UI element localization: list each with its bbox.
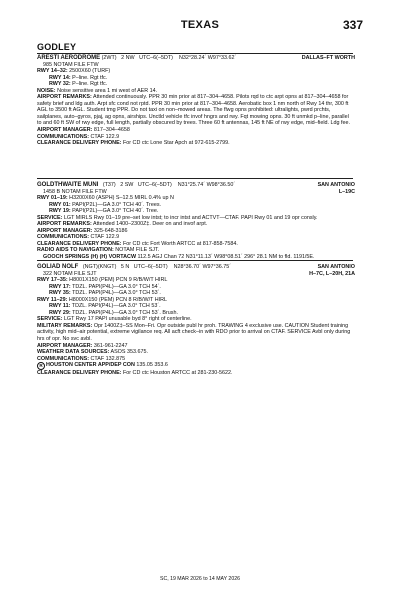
cdp-label: CLEARANCE DELIVERY PHONE: — [37, 370, 122, 377]
runway-label: RWY 01–19: — [37, 195, 68, 202]
runway-end-info: TDZL. PAPI(P4L)—GA 3.0° TCH 53´. Brush. — [72, 309, 178, 316]
airport-name: ARESTI AERODROME — [37, 55, 101, 61]
divider — [37, 178, 353, 179]
noise-info: Noise sensitive area 1 mi west of AER 14. — [57, 87, 158, 94]
runway-end-info: TDZL. PAPI(P4L)—GA 3.0° TCH 54´. — [72, 283, 161, 290]
runway-end-label: RWY 14: — [49, 74, 71, 81]
service-label: SERVICE: — [37, 214, 63, 221]
utc-offset: UTC–6(–5DT) — [133, 264, 168, 270]
region-label: DALLAS–FT WORTH — [301, 55, 355, 61]
runway-end-label: RWY 17: — [49, 283, 71, 290]
military-remarks-label: MILITARY REMARKS: — [37, 322, 93, 329]
runway-end-info: P–line. Rgt tfc. — [72, 81, 108, 88]
airport-ident: (2WT) — [101, 55, 117, 61]
manager-phone: 325-648-3186 — [93, 227, 128, 234]
state-title: TEXAS — [180, 19, 220, 31]
cdp-text: For CD ctc Houston ARTCC at 281-230-5622. — [122, 370, 233, 377]
cdp-label: CLEARANCE DELIVERY PHONE: — [37, 140, 122, 147]
runway-end-info: P–line. Rgt tfc. — [72, 74, 108, 81]
coordinates: N32°28.24´ W97°33.62´ — [178, 55, 237, 61]
runway-spec: H3200X60 (ASPH) S–12.5 MIRL 0.4% up N — [69, 195, 174, 202]
manager-phone: 817–304–4658 — [93, 127, 130, 134]
comm-freq: CTAF 122.9 — [90, 133, 120, 140]
runway-end-info: TDZL. PAPI(P4L)—GA 3.0° TCH 53´. — [72, 290, 161, 297]
runway-end-info: PAPI(P2L)—GA 3.0° TCH 40´. Tree. — [72, 208, 159, 215]
cdp-label: CLEARANCE DELIVERY PHONE: — [37, 240, 122, 247]
divider — [37, 260, 353, 261]
noise-label: NOISE: — [37, 87, 56, 94]
utc-offset: UTC–6(–5DT) — [139, 55, 173, 61]
runway-end-label: RWY 01: — [49, 201, 71, 208]
airport-entry-aresti — [37, 55, 355, 147]
airport-location: 2 SW — [120, 182, 134, 188]
service-label: SERVICE: — [37, 316, 63, 323]
region-label: SAN ANTONIO — [317, 264, 355, 270]
weather-text: ASOS 353.675. — [110, 349, 148, 356]
remarks-label: AIRPORT REMARKS: — [37, 221, 92, 228]
elevation-notam-text: 1458 B NOTAM FILE FTW — [43, 188, 107, 195]
airport-name: GOLIAD NOLF — [37, 264, 79, 270]
page-header — [0, 16, 400, 38]
comm-freq: CTAF 122.9 — [90, 234, 120, 241]
elevation-notam: 985 NOTAM FILE FTW — [43, 61, 99, 68]
service-text: LGT MIRLS Rwy 01–19 pre–set low intst; to incr intst and ACTVT—CTAF. PAPI Rwy 01 and 19 opr consly. — [63, 214, 318, 221]
cdp-text: For CD ctc Fort Worth ARTCC at 817-858-7584. — [122, 240, 238, 247]
divider — [37, 53, 353, 54]
manager-label: AIRPORT MANAGER: — [37, 127, 93, 134]
runway-end-info: PAPI(P2L)—GA 3.0° TCH 40´. Trees. — [72, 201, 162, 208]
runway-spec: H8001X150 (PEM) PCN 9 R/B/W/T HIRL — [69, 277, 168, 284]
radio-aids-text: NOTAM FILE SJT. — [115, 247, 160, 254]
coordinates: N31°25.74´ W98°36.50´ — [177, 182, 236, 188]
coordinates: N28°36.70´ W97°36.75´ — [173, 264, 231, 270]
region-label: SAN ANTONIO — [317, 182, 355, 188]
radar-icon: R — [37, 362, 45, 370]
vortac-info: 112.5 AGJ Chan 72 N31°11.13´ W98°08.51´ 296° 28.1 NM to fld. 1191/5E. — [137, 254, 315, 261]
service-text: LGT Rwy 17 PAPI unusable byd 8° right of centerline. — [63, 316, 192, 323]
runway-end-label: RWY 35: — [49, 290, 71, 297]
airport-ident: (T37) — [102, 182, 116, 188]
runway-spec: H8000X150 (PEM) PCN 8 R/B/W/T HIRL — [68, 296, 168, 303]
remarks-text: Attended 1400–2300Z‡. Deer on and invof arpt. — [93, 221, 208, 228]
airport-location: 5 N — [120, 264, 130, 270]
city-name: GODLEY — [37, 42, 77, 52]
cdp-text: For CD ctc Lone Star Apch at 972-615-2799. — [122, 140, 230, 147]
page-number: 337 — [342, 18, 363, 32]
remarks-label: AIRPORT REMARKS: — [37, 94, 92, 101]
airport-entry-goliad — [37, 264, 355, 377]
vortac-label: GOOCH SPRINGS (H) (H) VORTACW — [43, 254, 137, 261]
manager-phone: 361-961-2247 — [93, 342, 128, 349]
approach-control-label: HOUSTON CENTER APP/DEP CON — [46, 362, 135, 369]
runway-end-label: RWY 19: — [49, 208, 71, 215]
airport-entry-goldthwaite — [37, 182, 355, 261]
military-remarks-text: Opr 1400Z‡–SS Mon–Fri. Opr outside publ hr proh. TRAWING 4 exclusive use. CAUTION Student training activity, high mid–air potential, extreme vigilance req. All acft check–in with RDO prior to arrival on CTAF. SERVICE Avbl only during hrs of opr. No svc avbl. — [37, 322, 351, 343]
comm-label: COMMUNICATIONS: — [37, 234, 90, 241]
runway-end-info: TDZL. PAPI(P4L)—GA 3.0° TCH 53´. — [71, 303, 161, 310]
runway-label: RWY 17–35: — [37, 277, 68, 284]
runway-end-label: RWY 32: — [49, 81, 71, 88]
radio-aids-label: RADIO AIDS TO NAVIGATION: — [37, 247, 114, 254]
chart-label: H–7C, L–20H, 21A — [309, 270, 355, 277]
chart-label: L–19C — [338, 188, 355, 195]
runway-label: RWY 11–29: — [37, 296, 68, 303]
remarks-text: Attended continuously. PPR 30 min prior at 817–304–4658. Pilots rqd to ctc arpt opns at 817–304–4658 for safety brief and ldg auth. Arpt sfc cond not rptd. PPR 30 min prior at 817–304–4658. Aerobatic box 1 nm north of Rwy 14 thr, 300 ft AGL to 3500 ft AGL. Student tmg PPR. Do not taxi on non–mowed areas. The flwg opns prohibited: ultralights, pwrd prchts, sailplanes, auto–gyros, pjaj, ag opns, airships. Unctld vehicle tfc invof hngrs and rwy. Fqt mowing opns. 30 ft unmkd p–line, parallel to and 60 ft SW of rwy edge, full length, partially obscured by trees. Three 60 ft antennas, 145 ft NE of rwy edge, mid–field. Ldg fee. — [37, 94, 351, 127]
comm-label: COMMUNICATIONS: — [37, 133, 90, 140]
approach-control-freq: 135.05 353.6 — [136, 362, 168, 369]
elevation-notam-text: 322 NOTAM FILE SJT — [43, 270, 97, 277]
airport-ident: (NGT)(KNGT) — [82, 264, 117, 270]
weather-label: WEATHER DATA SOURCES: — [37, 349, 110, 356]
runway-label: RWY 14–32: — [37, 68, 68, 75]
manager-label: AIRPORT MANAGER: — [37, 342, 93, 349]
airport-name: GOLDTHWAITE MUNI — [37, 182, 99, 188]
utc-offset: UTC–6(–5DT) — [137, 182, 172, 188]
comm-label: COMMUNICATIONS: — [37, 355, 90, 362]
page-footer: SC, 19 MAR 2026 to 14 MAY 2026 — [160, 576, 240, 582]
runway-end-label: RWY 11: — [49, 303, 71, 310]
runway-end-label: RWY 29: — [49, 309, 71, 316]
airport-location: 2 NW — [121, 55, 135, 61]
runway-spec: 2500X60 (TURF) — [69, 68, 111, 75]
manager-label: AIRPORT MANAGER: — [37, 227, 93, 234]
comm-freq: CTAF 132.875 — [90, 355, 126, 362]
